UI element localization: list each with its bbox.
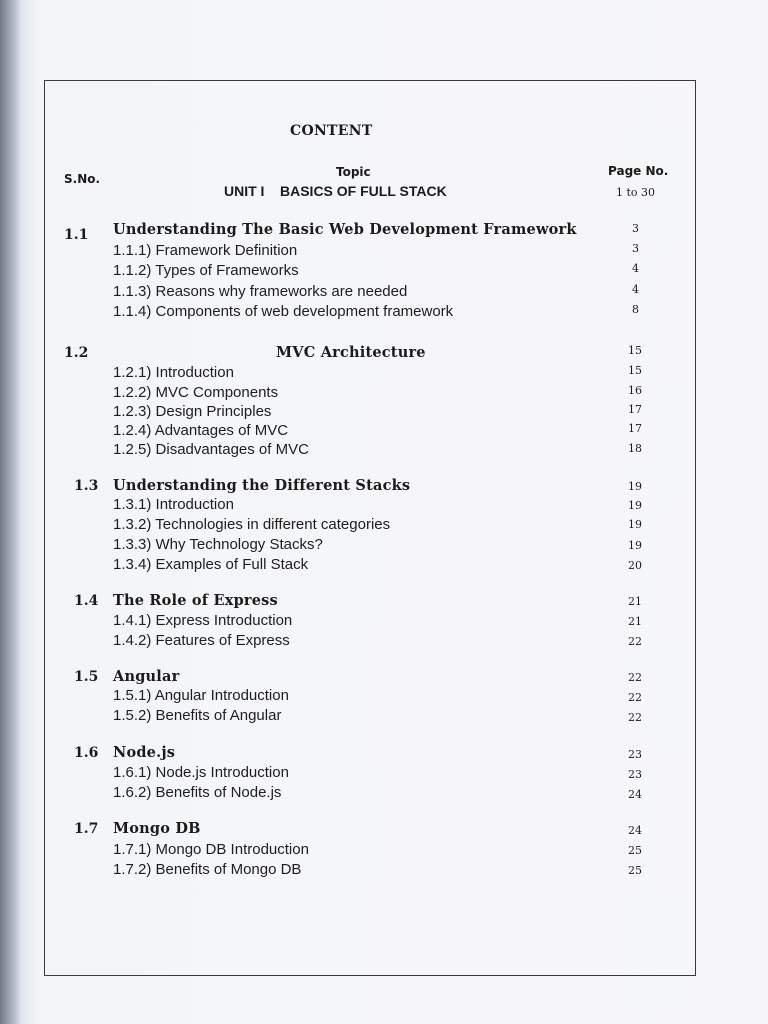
subsection-item: 1.5.2) Benefits of Angular — [113, 707, 282, 724]
subsection-item: 1.4.2) Features of Express — [113, 632, 290, 649]
subsection-item: 1.3.3) Why Technology Stacks? — [113, 536, 323, 553]
page-title: CONTENT — [290, 123, 373, 139]
section-page: 22 — [628, 671, 642, 684]
subsection-item: 1.3.1) Introduction — [113, 496, 234, 513]
section-page: 21 — [628, 595, 642, 608]
unit-title: UNIT I BASICS OF FULL STACK — [224, 183, 447, 199]
subsection-page: 3 — [632, 242, 639, 255]
section-number: 1.2 — [64, 345, 89, 361]
section-title: Mongo DB — [113, 820, 201, 837]
section-page: 15 — [628, 344, 642, 357]
subsection-page: 25 — [628, 864, 642, 877]
subsection-page: 17 — [628, 422, 642, 435]
subsection-item: 1.3.4) Examples of Full Stack — [113, 556, 309, 573]
subsection-item: 1.4.1) Express Introduction — [113, 612, 293, 629]
subsection-page: 25 — [628, 844, 642, 857]
subsection-item: 1.1.2) Types of Frameworks — [113, 262, 299, 279]
section-page: 3 — [632, 222, 639, 235]
subsection-item: 1.6.2) Benefits of Node.js — [113, 784, 282, 801]
subsection-page: 8 — [632, 303, 639, 316]
header-topic: Topic — [336, 165, 371, 179]
subsection-page: 22 — [628, 691, 642, 704]
subsection-page: 23 — [628, 768, 642, 781]
subsection-page: 18 — [628, 442, 642, 455]
section-number: 1.3 — [74, 478, 99, 494]
section-title: Node.js — [113, 744, 176, 761]
subsection-item: 1.3.2) Technologies in different categories — [113, 516, 391, 533]
subsection-page: 24 — [628, 788, 642, 801]
section-number: 1.7 — [74, 821, 99, 837]
page-shadow — [0, 0, 22, 1024]
subsection-page: 19 — [628, 539, 642, 552]
subsection-page: 22 — [628, 635, 642, 648]
subsection-item: 1.6.1) Node.js Introduction — [113, 764, 289, 781]
subsection-item: 1.1.3) Reasons why frameworks are needed — [113, 283, 408, 300]
section-title: Understanding the Different Stacks — [113, 477, 411, 494]
section-number: 1.1 — [64, 227, 89, 243]
subsection-item: 1.7.2) Benefits of Mongo DB — [113, 861, 302, 878]
header-page-no: Page No. — [608, 164, 669, 178]
section-page: 24 — [628, 824, 642, 837]
unit-page-range: 1 to 30 — [616, 186, 656, 199]
subsection-page: 16 — [628, 384, 642, 397]
subsection-item: 1.2.2) MVC Components — [113, 384, 279, 401]
section-number: 1.4 — [74, 593, 99, 609]
subsection-page: 4 — [632, 262, 639, 275]
subsection-page: 15 — [628, 364, 642, 377]
section-title: Angular — [113, 668, 180, 685]
subsection-item: 1.2.4) Advantages of MVC — [113, 422, 289, 439]
subsection-item: 1.2.5) Disadvantages of MVC — [113, 441, 309, 458]
section-number: 1.6 — [74, 745, 99, 761]
section-page: 19 — [628, 480, 642, 493]
subsection-page: 19 — [628, 499, 642, 512]
subsection-page: 20 — [628, 559, 642, 572]
section-title: The Role of Express — [113, 592, 278, 609]
header-sno: S.No. — [64, 172, 101, 186]
section-number: 1.5 — [74, 669, 99, 685]
subsection-item: 1.2.1) Introduction — [113, 364, 234, 381]
subsection-item: 1.5.1) Angular Introduction — [113, 687, 289, 704]
subsection-page: 17 — [628, 403, 642, 416]
subsection-page: 21 — [628, 615, 642, 628]
subsection-item: 1.1.4) Components of web development framework — [113, 303, 454, 320]
subsection-item: 1.7.1) Mongo DB Introduction — [113, 841, 309, 858]
subsection-page: 4 — [632, 283, 639, 296]
subsection-page: 22 — [628, 711, 642, 724]
section-title: Understanding The Basic Web Development Framework — [113, 221, 577, 238]
section-page: 23 — [628, 748, 642, 761]
subsection-item: 1.1.1) Framework Definition — [113, 242, 298, 259]
subsection-page: 19 — [628, 518, 642, 531]
section-title: MVC Architecture — [276, 344, 426, 361]
subsection-item: 1.2.3) Design Principles — [113, 403, 272, 420]
